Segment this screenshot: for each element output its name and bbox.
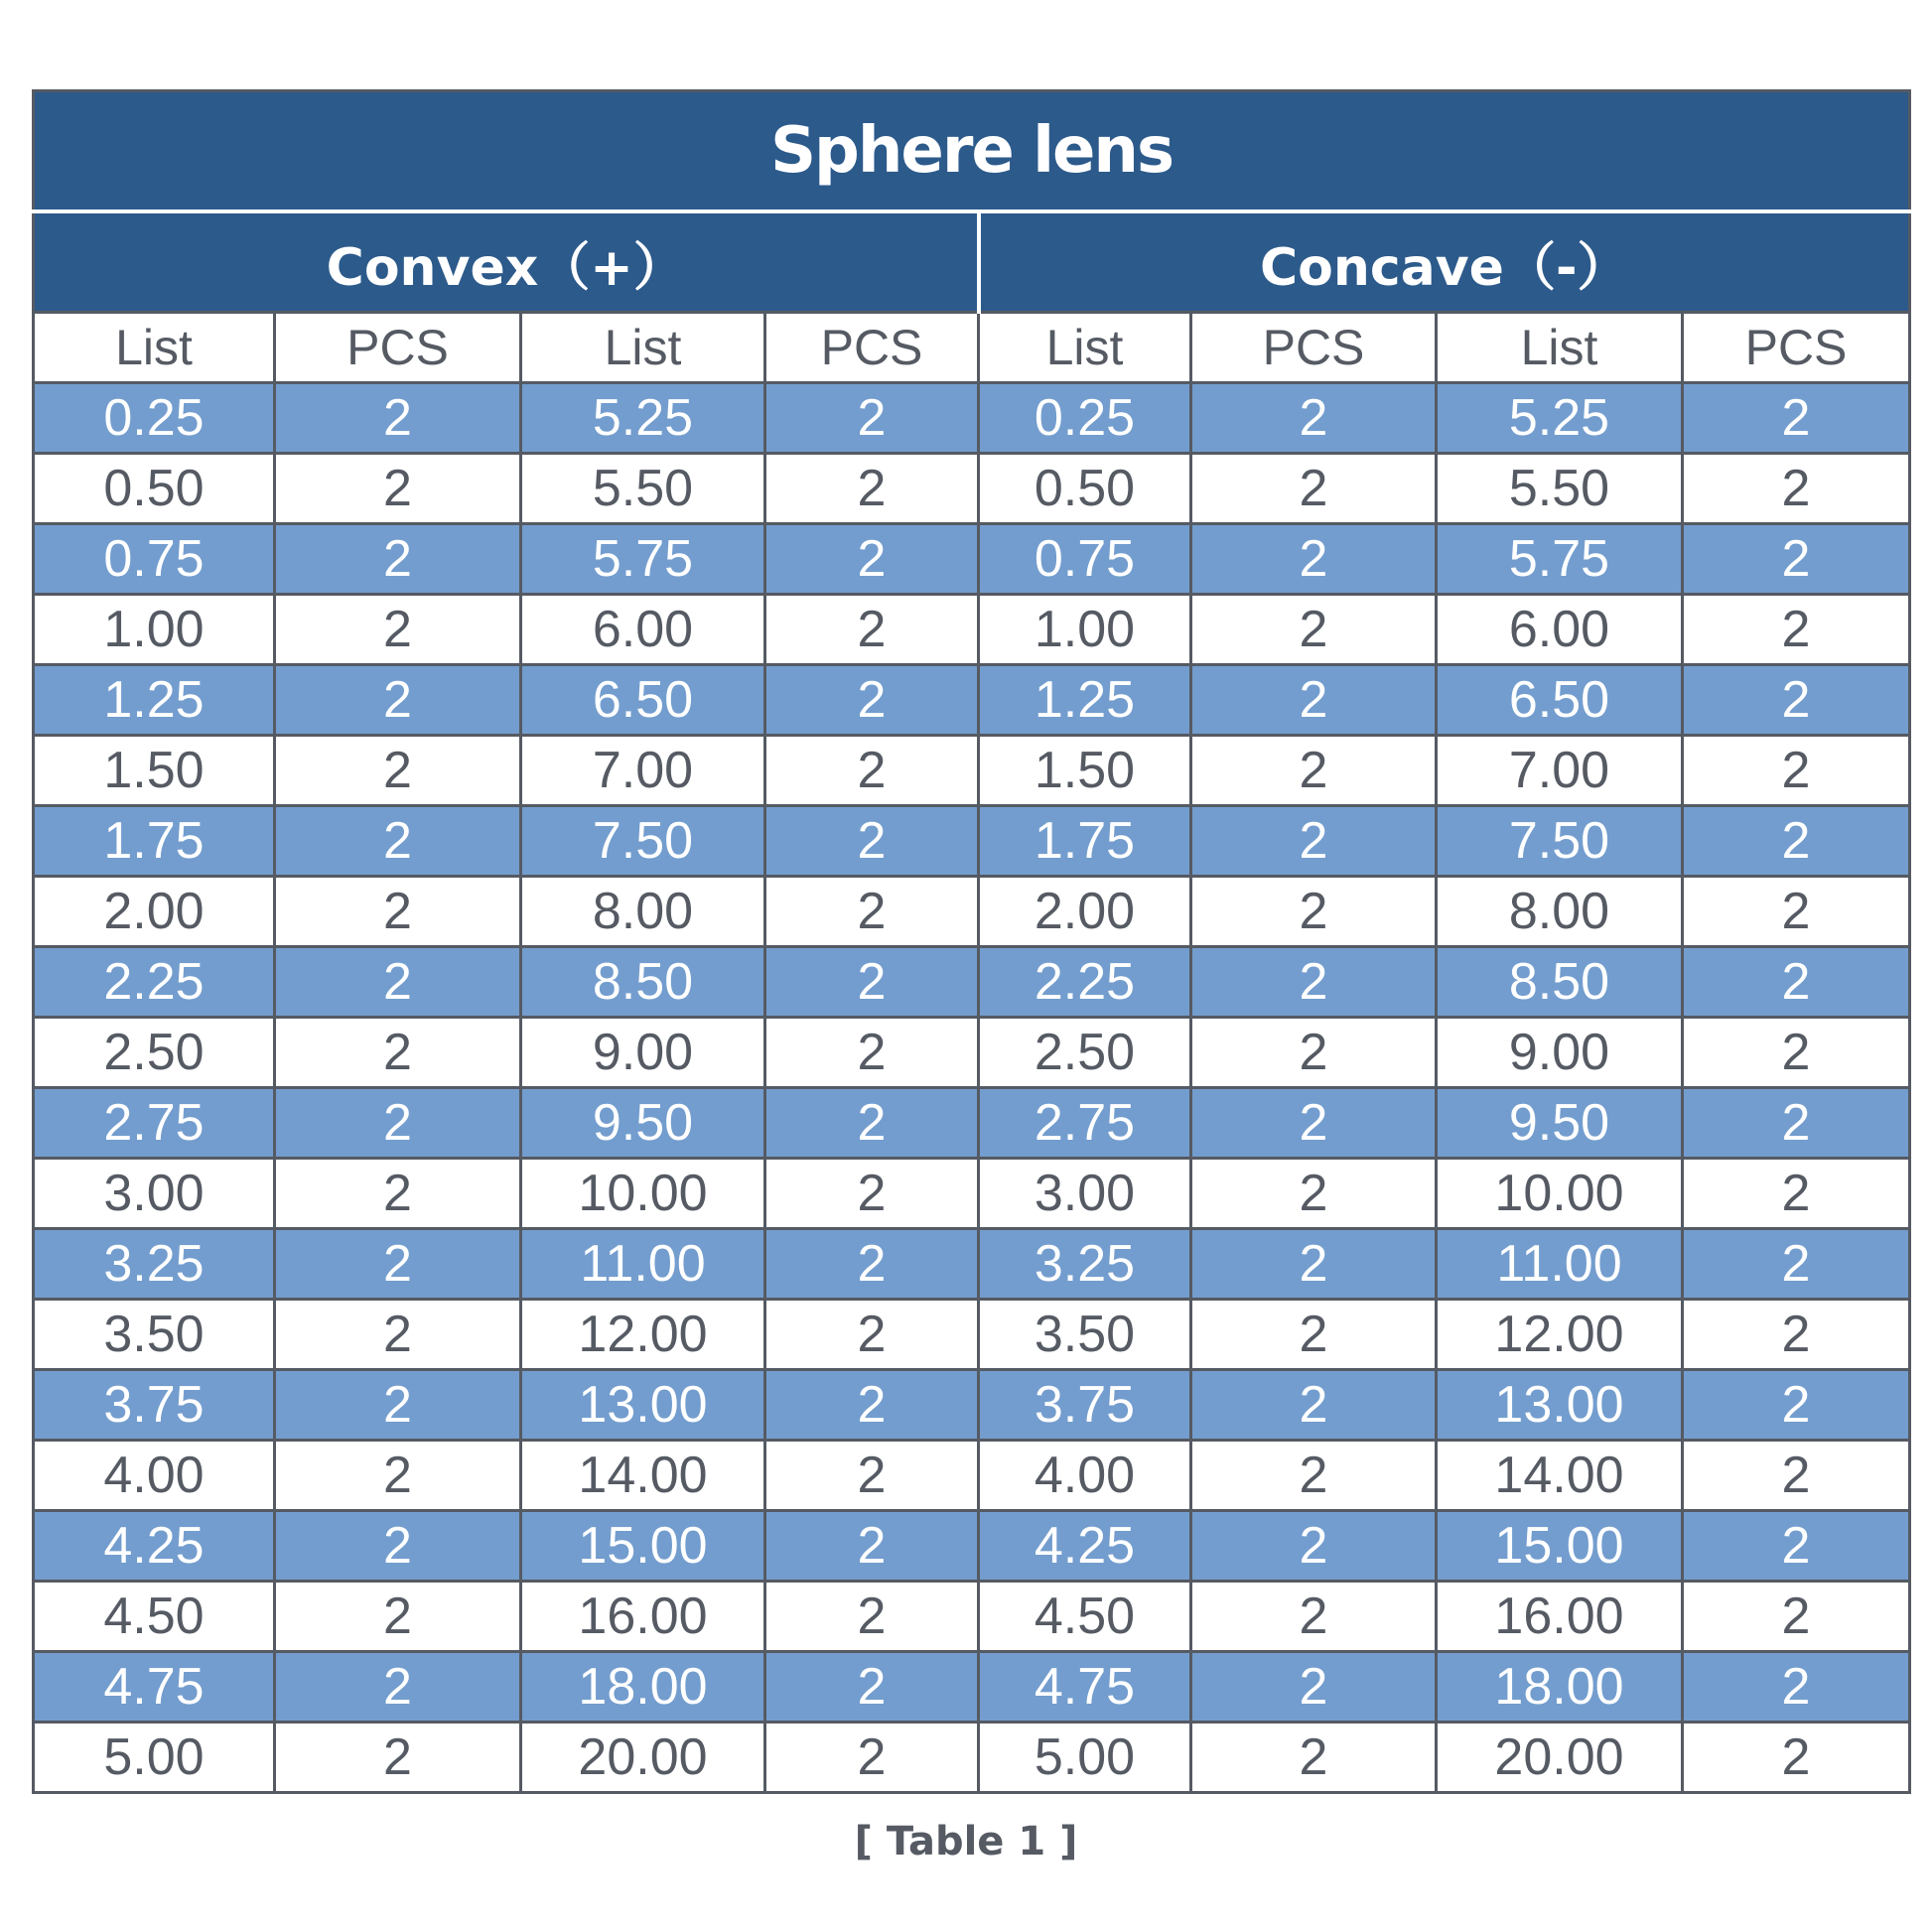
pcs-cell: 2: [1191, 454, 1437, 524]
pcs-cell: 2: [765, 1159, 979, 1229]
pcs-cell: 2: [1191, 736, 1437, 806]
list-cell: 15.00: [1437, 1511, 1683, 1582]
pcs-cell: 2: [1191, 1511, 1437, 1582]
list-cell: 8.50: [521, 947, 765, 1018]
list-cell: 0.75: [34, 524, 275, 595]
table-row: [34, 1159, 1910, 1229]
pcs-cell: 2: [1683, 1300, 1910, 1370]
pcs-cell: 2: [1683, 947, 1910, 1018]
column-header: List: [979, 313, 1191, 383]
list-cell: 6.00: [521, 595, 765, 665]
list-cell: 0.50: [34, 454, 275, 524]
pcs-cell: 2: [765, 383, 979, 454]
pcs-cell: 2: [275, 1370, 521, 1441]
list-cell: 15.00: [521, 1511, 765, 1582]
list-cell: 4.00: [34, 1441, 275, 1511]
list-cell: 13.00: [521, 1370, 765, 1441]
pcs-cell: 2: [765, 595, 979, 665]
table-row: [34, 454, 1910, 524]
pcs-cell: 2: [1191, 1018, 1437, 1088]
table-row: [34, 947, 1910, 1018]
list-cell: 6.50: [521, 665, 765, 736]
pcs-cell: 2: [765, 1370, 979, 1441]
list-cell: 4.25: [34, 1511, 275, 1582]
list-cell: 5.25: [521, 383, 765, 454]
list-cell: 1.50: [979, 736, 1191, 806]
list-cell: 3.00: [979, 1159, 1191, 1229]
list-cell: 0.25: [979, 383, 1191, 454]
pcs-cell: 2: [1191, 524, 1437, 595]
list-cell: 3.00: [34, 1159, 275, 1229]
table-row: [34, 1018, 1910, 1088]
list-cell: 20.00: [1437, 1723, 1683, 1793]
pcs-cell: 2: [275, 1511, 521, 1582]
list-cell: 1.00: [34, 595, 275, 665]
pcs-cell: 2: [1683, 1441, 1910, 1511]
pcs-cell: 2: [765, 1582, 979, 1652]
list-cell: 2.00: [34, 877, 275, 947]
pcs-cell: 2: [1683, 1582, 1910, 1652]
list-cell: 5.75: [521, 524, 765, 595]
pcs-cell: 2: [1683, 1159, 1910, 1229]
list-cell: 5.50: [521, 454, 765, 524]
list-cell: 10.00: [521, 1159, 765, 1229]
pcs-cell: 2: [1683, 877, 1910, 947]
pcs-cell: 2: [275, 1300, 521, 1370]
pcs-cell: 2: [275, 1441, 521, 1511]
sphere-lens-table-container: [32, 89, 1908, 1794]
pcs-cell: 2: [765, 1652, 979, 1723]
table-row: [34, 383, 1910, 454]
pcs-cell: 2: [1191, 1088, 1437, 1159]
list-cell: 1.50: [34, 736, 275, 806]
table-body: [34, 383, 1910, 1793]
pcs-cell: 2: [1683, 1088, 1910, 1159]
list-cell: 8.00: [1437, 877, 1683, 947]
pcs-cell: 2: [765, 736, 979, 806]
list-cell: 2.75: [34, 1088, 275, 1159]
column-header: PCS: [765, 313, 979, 383]
list-cell: 9.00: [1437, 1018, 1683, 1088]
convex-group-header: Convex（+）: [34, 211, 979, 313]
list-cell: 2.00: [979, 877, 1191, 947]
pcs-cell: 2: [275, 1229, 521, 1300]
list-cell: 20.00: [521, 1723, 765, 1793]
pcs-cell: 2: [1683, 1370, 1910, 1441]
list-cell: 4.50: [979, 1582, 1191, 1652]
list-cell: 5.25: [1437, 383, 1683, 454]
pcs-cell: 2: [1683, 665, 1910, 736]
pcs-cell: 2: [1191, 1300, 1437, 1370]
list-cell: 3.75: [979, 1370, 1191, 1441]
table-row: [34, 736, 1910, 806]
list-cell: 2.50: [979, 1018, 1191, 1088]
pcs-cell: 2: [765, 665, 979, 736]
pcs-cell: 2: [1191, 1229, 1437, 1300]
list-cell: 7.50: [1437, 806, 1683, 877]
table-row: [34, 1511, 1910, 1582]
pcs-cell: 2: [765, 1018, 979, 1088]
pcs-cell: 2: [765, 1441, 979, 1511]
pcs-cell: 2: [275, 665, 521, 736]
pcs-cell: 2: [765, 1723, 979, 1793]
list-cell: 2.25: [34, 947, 275, 1018]
table-row: [34, 1441, 1910, 1511]
pcs-cell: 2: [1683, 1511, 1910, 1582]
list-cell: 16.00: [1437, 1582, 1683, 1652]
pcs-cell: 2: [1191, 947, 1437, 1018]
list-cell: 1.25: [979, 665, 1191, 736]
pcs-cell: 2: [275, 1159, 521, 1229]
table-row: [34, 524, 1910, 595]
pcs-cell: 2: [1683, 1652, 1910, 1723]
table-row: [34, 1300, 1910, 1370]
list-cell: 4.75: [979, 1652, 1191, 1723]
list-cell: 16.00: [521, 1582, 765, 1652]
pcs-cell: 2: [765, 1300, 979, 1370]
pcs-cell: 2: [1683, 383, 1910, 454]
table-row: [34, 1652, 1910, 1723]
pcs-cell: 2: [275, 877, 521, 947]
pcs-cell: 2: [765, 947, 979, 1018]
list-cell: 0.25: [34, 383, 275, 454]
pcs-cell: 2: [1683, 806, 1910, 877]
pcs-cell: 2: [765, 806, 979, 877]
list-cell: 1.25: [34, 665, 275, 736]
list-cell: 6.50: [1437, 665, 1683, 736]
list-cell: 3.75: [34, 1370, 275, 1441]
table-row: [34, 877, 1910, 947]
pcs-cell: 2: [275, 806, 521, 877]
list-cell: 18.00: [1437, 1652, 1683, 1723]
table-row: [34, 1370, 1910, 1441]
list-cell: 3.25: [979, 1229, 1191, 1300]
table-row: [34, 595, 1910, 665]
list-cell: 4.25: [979, 1511, 1191, 1582]
group-header-row: [34, 211, 1910, 313]
table-title: Sphere lens: [34, 91, 1910, 212]
list-cell: 4.75: [34, 1652, 275, 1723]
list-cell: 7.00: [521, 736, 765, 806]
list-cell: 2.25: [979, 947, 1191, 1018]
pcs-cell: 2: [275, 1582, 521, 1652]
pcs-cell: 2: [1191, 1441, 1437, 1511]
pcs-cell: 2: [275, 454, 521, 524]
pcs-cell: 2: [1191, 1370, 1437, 1441]
list-cell: 9.00: [521, 1018, 765, 1088]
list-cell: 2.50: [34, 1018, 275, 1088]
list-cell: 9.50: [1437, 1088, 1683, 1159]
pcs-cell: 2: [1683, 1018, 1910, 1088]
title-row: [34, 91, 1910, 212]
list-cell: 12.00: [1437, 1300, 1683, 1370]
pcs-cell: 2: [1191, 595, 1437, 665]
list-cell: 12.00: [521, 1300, 765, 1370]
column-header: PCS: [1191, 313, 1437, 383]
table-row: [34, 1582, 1910, 1652]
list-cell: 18.00: [521, 1652, 765, 1723]
table-row: [34, 665, 1910, 736]
pcs-cell: 2: [275, 736, 521, 806]
pcs-cell: 2: [1191, 383, 1437, 454]
pcs-cell: 2: [1683, 595, 1910, 665]
list-cell: 5.00: [34, 1723, 275, 1793]
list-cell: 8.00: [521, 877, 765, 947]
list-cell: 5.50: [1437, 454, 1683, 524]
pcs-cell: 2: [765, 1088, 979, 1159]
pcs-cell: 2: [1683, 736, 1910, 806]
pcs-cell: 2: [275, 524, 521, 595]
pcs-cell: 2: [275, 947, 521, 1018]
list-cell: 4.00: [979, 1441, 1191, 1511]
list-cell: 1.75: [34, 806, 275, 877]
pcs-cell: 2: [275, 595, 521, 665]
pcs-cell: 2: [1683, 1229, 1910, 1300]
list-cell: 13.00: [1437, 1370, 1683, 1441]
column-header-row: [34, 313, 1910, 383]
list-cell: 0.50: [979, 454, 1191, 524]
list-cell: 1.75: [979, 806, 1191, 877]
pcs-cell: 2: [1191, 1723, 1437, 1793]
pcs-cell: 2: [1191, 1159, 1437, 1229]
pcs-cell: 2: [1191, 806, 1437, 877]
column-header: List: [1437, 313, 1683, 383]
list-cell: 3.50: [34, 1300, 275, 1370]
list-cell: 1.00: [979, 595, 1191, 665]
list-cell: 7.50: [521, 806, 765, 877]
pcs-cell: 2: [1191, 877, 1437, 947]
list-cell: 11.00: [1437, 1229, 1683, 1300]
table-row: [34, 1229, 1910, 1300]
pcs-cell: 2: [765, 1229, 979, 1300]
list-cell: 14.00: [521, 1441, 765, 1511]
pcs-cell: 2: [765, 1511, 979, 1582]
pcs-cell: 2: [1683, 524, 1910, 595]
list-cell: 14.00: [1437, 1441, 1683, 1511]
list-cell: 9.50: [521, 1088, 765, 1159]
pcs-cell: 2: [275, 1652, 521, 1723]
pcs-cell: 2: [275, 383, 521, 454]
column-header: List: [521, 313, 765, 383]
pcs-cell: 2: [1683, 454, 1910, 524]
pcs-cell: 2: [765, 454, 979, 524]
pcs-cell: 2: [1191, 665, 1437, 736]
pcs-cell: 2: [275, 1088, 521, 1159]
sphere-lens-table: [32, 89, 1911, 1794]
pcs-cell: 2: [1683, 1723, 1910, 1793]
list-cell: 3.50: [979, 1300, 1191, 1370]
table-row: [34, 1723, 1910, 1793]
pcs-cell: 2: [765, 524, 979, 595]
list-cell: 11.00: [521, 1229, 765, 1300]
column-header: PCS: [275, 313, 521, 383]
list-cell: 6.00: [1437, 595, 1683, 665]
pcs-cell: 2: [1191, 1582, 1437, 1652]
table-row: [34, 806, 1910, 877]
table-row: [34, 1088, 1910, 1159]
column-header: PCS: [1683, 313, 1910, 383]
list-cell: 2.75: [979, 1088, 1191, 1159]
list-cell: 4.50: [34, 1582, 275, 1652]
list-cell: 3.25: [34, 1229, 275, 1300]
list-cell: 7.00: [1437, 736, 1683, 806]
pcs-cell: 2: [275, 1018, 521, 1088]
table-caption: [ Table 1 ]: [854, 1819, 1078, 1864]
list-cell: 5.00: [979, 1723, 1191, 1793]
list-cell: 0.75: [979, 524, 1191, 595]
pcs-cell: 2: [1191, 1652, 1437, 1723]
list-cell: 10.00: [1437, 1159, 1683, 1229]
pcs-cell: 2: [275, 1723, 521, 1793]
list-cell: 8.50: [1437, 947, 1683, 1018]
concave-group-header: Concave（-）: [979, 211, 1910, 313]
column-header: List: [34, 313, 275, 383]
pcs-cell: 2: [765, 877, 979, 947]
list-cell: 5.75: [1437, 524, 1683, 595]
